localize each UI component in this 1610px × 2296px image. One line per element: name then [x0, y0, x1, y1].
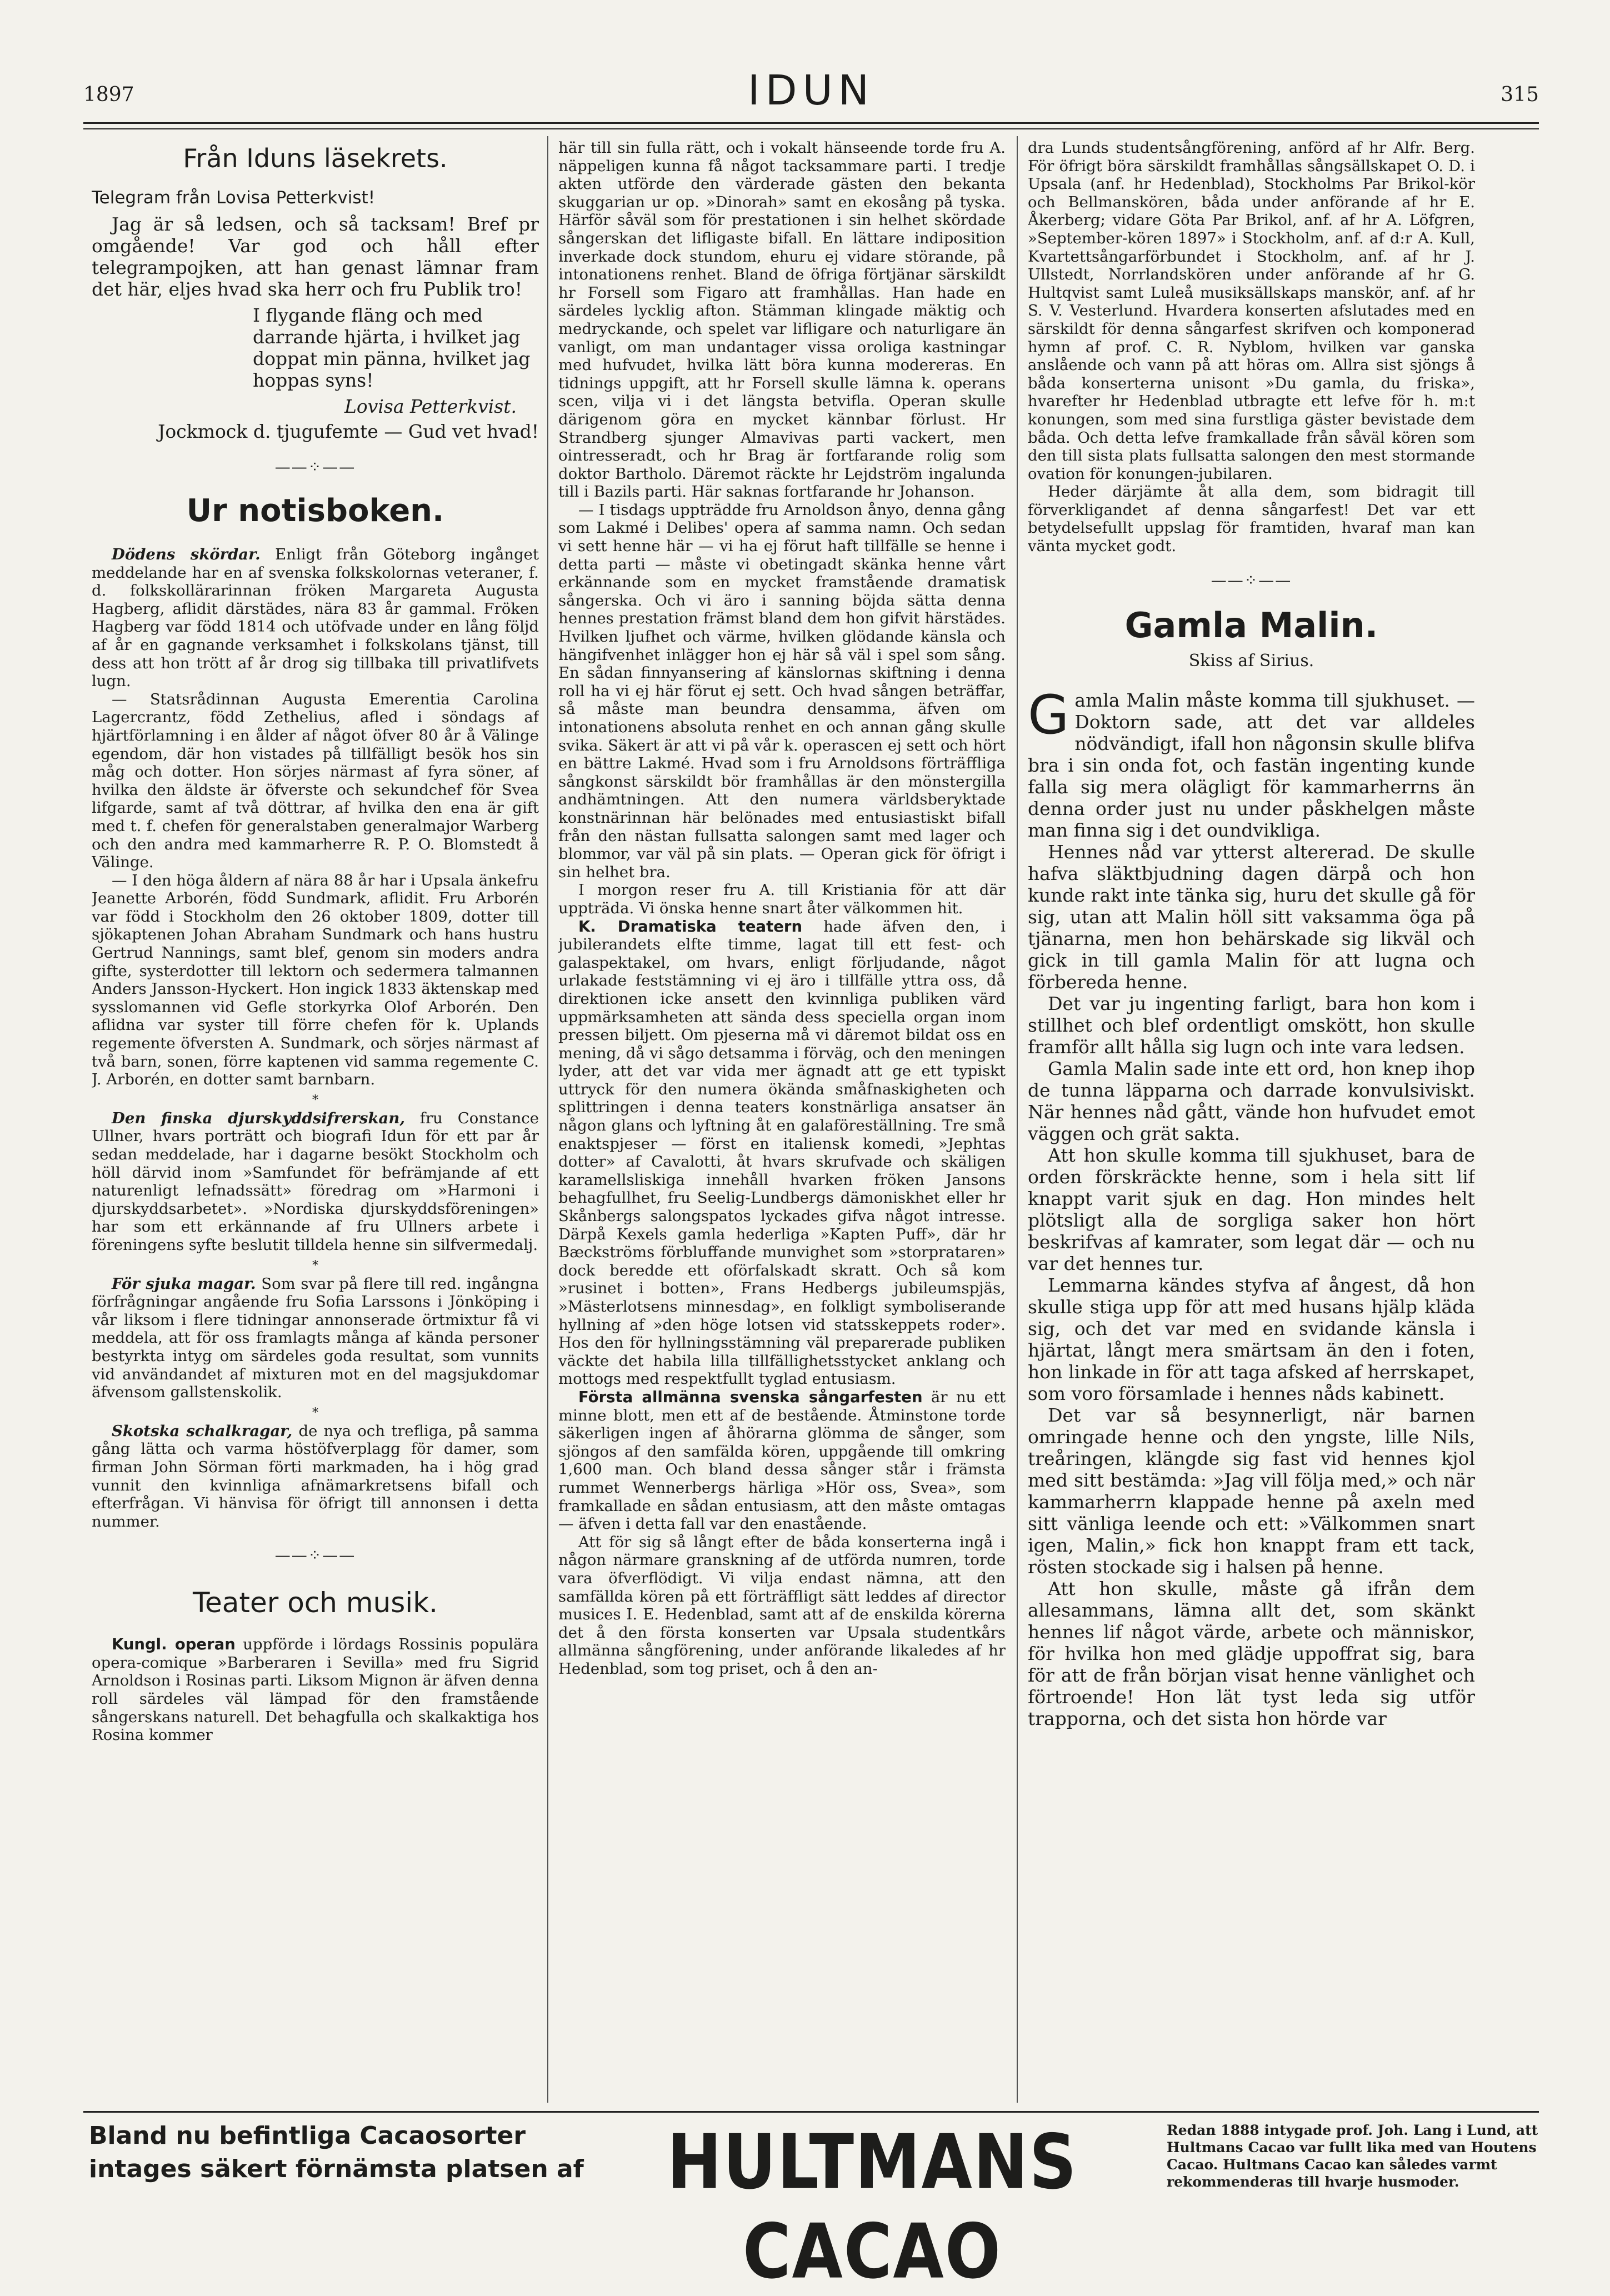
notice-title: Den finska djurskyddsifrerskan, [112, 1109, 405, 1127]
review-paragraph: Att för sig så långt efter de båda konserterna ingå i någon närmare granskning af de utförda numren, torde vara öfverflödigt. Vi vilja endast nämna, att den samfällda kören på ett förträffligt sätt leddes af director musices I. E. Hedenblad, samt att af de enskilda körerna det å den första konserten var Upsala studentkårs allmänna sångförening, under anförande likaledes af hr Hedenblad, som tog priset, och å den an- [558, 1533, 1006, 1678]
story-paragraph: Hennes nåd var ytterst altererad. De skulle hafva släktbjudning dagen därpå och hon kunde rakt inte tänka sig, huru det skulle gå för sig, utan att Malin höll sitt vaksamma öga på tjänarna, men hon behärskade sig likväl och gick in till gamla Malin för att lugna och förbereda henne. [1028, 841, 1475, 993]
notice-text: Enligt från Göteborg ingånget meddelande har en af svenska folkskolornas veteraner, f. d. folkskollärarinnan fröken Margareta Augusta Hagberg, aflidit därstädes, nära 83 år gammal. Fröken Hagberg var född 1814 och utöfvade under en lång följd af år en gagnande verksamhet i folkskolans tjänst, till dess att hon trött af år drog sig tillbaka till privatlifvets lugn. [92, 546, 539, 691]
run-in-lead: K. Dramatiska teatern [578, 917, 803, 936]
telegram-title: Telegram från Lovisa Petterkvist! [92, 188, 376, 208]
star-separator: * [312, 1258, 318, 1273]
star-separator: * [312, 1405, 318, 1420]
ad-brand-name: HULTMANS CACAO [667, 2118, 1078, 2295]
dramatiska-paragraph [558, 918, 1006, 1388]
run-in-lead: Första allmänna svenska sångarfesten [578, 1388, 923, 1406]
teater-paragraph [92, 1635, 539, 1744]
column-middle [558, 139, 1006, 2100]
page-number: 315 [1501, 83, 1539, 106]
story-paragraph [1028, 683, 1475, 841]
notice-schalkragar [92, 1422, 539, 1531]
review-paragraph: dra Lunds studentsångförening, anförd af hr Alfr. Berg. För öfrigt böra särskildt framhållas sångsällskapet O. D. i Upsala (anf. hr Hedenblad), Stockholms Par Brikol-kör och Bellmanskören, båda under anförande af hr E. Åkerberg; vidare Göta Par Brikol, anf. af hr A. Löfgren, »September-kören 1897» i Stockholm, anf. af d:r A. Kull, Kvartettsångarförbundet i Stockholm, anf. af hr J. Ullstedt, Norrlandskören under anförande af hr G. Hultqvist samt Luleå musiksällskaps manskör, anf. af hr S. V. Vesterlund. Hvardera konserten afslutades med en särskildt för denna sångarfest skrifven och komponerad hymn af prof. C. R. Nyblom, hvilken var ganska anslående och vann på att höras om. Allra sist sjöngs å båda konserterna unisont »Du gamla, du friska», hvarefter hr Hedenblad utbragte ett lefve för h. m:t konungen, som med sina furstliga gäster bevistade dem båda. Och detta lefve framkallade från såväl kören som den till sista plats fullsatta salongen den mest stormande ovation för konungen-jubilaren. [1028, 139, 1475, 483]
issue-year: 1897 [83, 83, 134, 106]
paragraph-text: amla Malin måste komma till sjukhuset. — Doktorn sade, att det var alldeles nödvändigt, ifall hon någonsin skulle blifva bra i sin onda fot, och fastän ingenting kunde falla sig mera olägligt för kammarherrns än denna order just nu under påskhelgen måste man finna sig i det oundvikliga. [1028, 689, 1475, 841]
ornament-divider: ——⁘—— [274, 458, 356, 476]
story-paragraph: Det var ju ingenting farligt, bara hon kom i stillhet och blef ordentligt omskött, hon skulle framför allt hålla sig lugn och inte vara ledsen. [1028, 992, 1475, 1058]
notice-paragraph: — Statsrådinnan Augusta Emerentia Carolina Lagercrantz, född Zethelius, afled i söndags af hjärtförlamning i en ålder af något öfver 80 år å Välinge egendom, där hon vistades på tillfälligt besök hos sin måg och dotter. Hon sörjes närmast af fyra söner, af hvilka den äldste är öfverste och sekundchef för Svea lifgarde, samt af två döttrar, af hvilka den ena är gift med t. f. chefen för generalstaben generalmajor Warberg och den andra med kammarherre R. P. O. Blomstedt å Välinge. [92, 690, 539, 872]
ad-tagline-line: Bland nu befintliga Cacaosorter [89, 2122, 526, 2150]
review-paragraph: här till sin fulla rätt, och i vokalt hänseende torde fru A. näppeligen kunna få något tacksammare parti. I tredje akten utförde den värderade gästen den bekanta skuggarian ur op. »Dinorah» samt en ekosång på tyska. Härför såväl som för prestationen i sin helhet skördade sångerskan det lifligaste bifall. En lättare indiposition inverkade dock stundom, ehuru ej vidare störande, på intonationens renhet. Bland de öfriga förtjänar särskildt hr Forsell som Figaro att framhållas. Han hade en särdeles lycklig afton. Stämman klingade mäktig och medryckande, och spelet var lifligare och naturligare än vanligt, om man undantager vissa oroliga kastningar med hufvudet, hvilka lätt böra kunna modereras. En tidnings uppgift, att hr Forsell skulle lämna k. operans scen, vilja vi i det längsta betvifla. Operan skulle därigenom göra en mycket kännbar förlust. Hr Strandberg sjunger Almavivas parti vackert, men ointresseradt, och hr Brag är fortfarande rolig som doktor Bartholo. Däremot räckte hr Lejdström ingalunda till i Bazils parti. Här saknas fortfarande hr Johanson. [558, 139, 1006, 501]
telegram-place-date: Jockmock d. tjugufemte — Gud vet hvad! [158, 421, 539, 442]
column-left [92, 139, 539, 2100]
notice-text: fru Constance Ullner, hvars porträtt och biografi Idun för ett par år sedan meddelade, har i dagarne besökt Stockholm och höll därvid inom »Samfundet för befrämjande af ett naturenligt lefnadssätt» föredrag om »Harmoni i djurskyddsarbetet». »Nordiska djurskyddsföreningen» har som ett erkännande af fru Ullners arbete i föreningens syfte beslutit tilldela henne sin silfvermedalj. [92, 1109, 539, 1254]
story-paragraph: Gamla Malin sade inte ett ord, hon knep ihop de tunna läpparna och darrade konvulsiviskt. När hennes nåd gått, vände hon hufvudet emot väggen och grät sakta. [1028, 1057, 1475, 1144]
section-heading-notisboken: Ur notisboken. [186, 493, 444, 529]
telegram-poem: I flygande fläng och med darrande hjärta, i hvilket jag doppat min pänna, hvilket jag hoppas syns! [253, 304, 531, 391]
notice-djurskydd [92, 1109, 539, 1254]
story-paragraph: Det var så besynnerligt, när barnen omringade henne och den yngste, lille Nils, treåringen, klängde sig fast vid hennes kjol med sitt bestämda: »Jag vill följa med,» och när kammarherrn klappade henne på axeln med sitt vänliga leende och ett: »Välkommen snart igen, Malin,» fick hon knappt fram ett tack, rösten stockade sig i halsen på henne. [1028, 1404, 1475, 1578]
notice-title: Dödens skördar. [112, 546, 261, 563]
advertisement-banner [83, 2111, 1539, 2295]
newspaper-title: IDUN [747, 67, 875, 114]
section-heading-teater: Teater och musik. [192, 1587, 438, 1619]
column-right [1028, 139, 1475, 2100]
column-divider [547, 136, 548, 2103]
ad-testimonial: Redan 1888 intygade prof. Joh. Lang i Lund, att Hultmans Cacao var fullt lika med van Houtens Cacao. Hultmans Cacao kan således varmt rekommenderas till hvarje husmoder. [1167, 2122, 1538, 2190]
masthead-rule [83, 122, 1539, 129]
story-paragraph: Att hon skulle komma till sjukhuset, bara de orden förskräckte henne, som i hela sitt lif knappt varit sjuk en dag. Hon mindes helt plötsligt alla de sorgliga saker hon hört beskrifvas af kamrater, som legat där — och nu var det hennes tur. [1028, 1144, 1475, 1274]
section-heading-lasekrets: Från Iduns läsekrets. [183, 143, 448, 173]
story-title: Gamla Malin. [1124, 604, 1378, 646]
story-subtitle: Skiss af Sirius. [1188, 651, 1314, 671]
teater-text: uppförde i lördags Rossinis populära opera-comique »Barberaren i Sevilla» med fru Sigrid Arnoldson i Rosinas parti. Liksom Mignon är äfven denna roll särdeles väl lämpad för den framstående sångerskans naturell. Det behagfulla och skalkaktiga hos Rosina kommer [92, 1635, 539, 1744]
telegram-signature: Lovisa Petterkvist. [344, 396, 517, 417]
paragraph-text: hade äfven den, i jubilerandets elfte timme, lagat till ett fest- och galaspektakel, om hvars, enligt förljudande, något urlakade feststämning vi ej äro i tillfälle yttra oss, då direktionen icke ansett den kvinnliga publiken värd uppmärksamheten att sända dess speciella organ inom pressen biljett. Om pjeserna må vi däremot bildat oss en mening, då vi sågo detsamma i förväg, och den meningen lyder, att det var vida mer ägnadt att ge ett typiskt uttryck för den numera ökända småfnaskigheten och splittringen i denna teaters konstnärliga ansatser än någon glans och lyftning åt en galaföreställning. Tre små enaktspjeser — först en italiensk komedi, »Jephtas dotter» af Cavalotti, åt hvars skrufvade och skäligen karamellsliskiga innehåll hvarken fröken Jansons behagfullhet, fru Seelig-Lundbergs dämoniskhet eller hr Skånbergs salongspatos lyckades gifva något intresse. Därpå Kexels gamla hederliga »Kapten Puff», där hr Bæckströms förbluffande munvighet som »storprataren» dock beredde ett oförfalskadt skratt. Och så kom »rusinet i botten», Frans Hedbergs jubileumspjäs, »Mästerlotsens minnesdag», en folkligt symboliserande hyllning af »den höge lotsen vid statsskeppets roder». Hos den för hyllningsstämning väl preparerade publiken väckte det habila lilla tillfällighetsstycket anklang och mottogs med respektfullt tyglad entusiasm. [558, 917, 1006, 1388]
telegram-text: Jag är så ledsen, och så tacksam! Bref pr omgående! Var god och håll efter telegrampojken, att han genast lämnar fram det här, eljes hvad ska herr och fru Publik tro! [92, 213, 539, 300]
masthead [83, 67, 1539, 128]
review-paragraph: — I tisdags uppträdde fru Arnoldson ånyo, denna gång som Lakmé i Delibes' opera af samma namn. Och sedan vi sett henne här — vi ha ej förut haft tillfälle se henne i detta parti — måste vi obetingadt skänka henne vårt erkännande som en mycket framstående dramatisk sångerska. Och vi äro i sanning böjda sätta denna hennes prestation främst bland dem hon gifvit härstädes. Hvilken ljufhet och värme, hvilken glödande känsla och hängifvenhet inlägger hon ej här så väl i spel som sång. En sådan finnyansering af känslornas skiftning i denna roll ha vi ej här förut ej sett. Och hvad sången beträffar, så måste man beundra densamma, äfven om intonationens absoluta renhet en och annan gång skulle svika. Säkert är att vi på vår k. operascen ej sett och hört en bättre Lakmé. Hvad som i fru Arnoldsons förträffliga sångkonst särskildt bör framhållas är den mönstergilla andhämtningen. Att den numera världsberyktade konstnärinnan här belönades med entusiastiskt bifall från den nästan fullsatta salongen samt med lager och blommor, var väl på sin plats. — Operan gick för öfrigt i sin helhet bra. [558, 501, 1006, 881]
drop-cap: G [1028, 683, 1069, 746]
notice-title: För sjuka magar. [112, 1274, 256, 1293]
notice-text: de nya och trefliga, på samma gång lätta och varma höstöfverplagg för damer, som firman John Sörman förti markmaden, ha i hög grad vunnit den kvinnliga afnämarkretsens bifall och efterfrågan. Vi hänvisa för öfrigt till annonsen i detta nummer. [92, 1422, 539, 1530]
ornament-divider: ——⁘—— [1211, 571, 1292, 589]
ad-tagline [89, 2119, 584, 2186]
story-paragraph: Lemmarna kändes styfva af ångest, då hon skulle stiga upp för att med husans hjälp kläda sig, och det var med en svidande känsla i hjärtat, långt mera smärtsam än den i foten, hon linkade in för att taga afsked af herrskapet, som voro församlade i hennes nåds kabinett. [1028, 1274, 1475, 1404]
star-separator: * [312, 1093, 318, 1107]
notice-sjuka-magar [92, 1275, 539, 1402]
ad-tagline-line: intages säkert förnämsta platsen af [89, 2155, 584, 2183]
review-paragraph: Heder därjämte åt alla dem, som bidragit till förverkligandet af denna sångarfest! Det var ett betydelsefullt uppslag för framtiden, hvaraf man kan vänta mycket godt. [1028, 483, 1475, 556]
notice-dodens-skordar [92, 546, 539, 691]
column-divider [1017, 136, 1018, 2103]
review-paragraph: I morgon reser fru A. till Kristiania för att där uppträda. Vi önska henne snart åter välkommen hit. [558, 881, 1006, 917]
notice-paragraph: — I den höga åldern af nära 88 år har i Upsala änkefru Jeanette Arborén, född Sundmark, aflidit. Fru Arborén var född i Stockholm den 26 oktober 1809, dotter till sjökaptenen Johan Abraham Sundmark och hans hustru Gertrud Nannings, samt blef, genom sin moders andra gifte, systerdotter till lektorn och sedermera talmannen Anders Jansson-Hyckert. Hon ingick 1833 äktenskap med sysslomannen vid Gefle storkyrka Olof Arborén. Den aflidna var syster till förre chefen för k. Uplands regemente öfversten A. Sundmark, och sörjes närmast af två barn, sonen, förre kaptenen vid samma regemente C. J. Arborén, en dotter samt barnbarn. [92, 871, 539, 1089]
notice-text: Som svar på flere till red. ingångna förfrågningar angående fru Sofia Larssons i Jönköping i vår liksom i flere tidningar annonserade örtmixtur få vi meddela, att för oss framlagts många af kända personer bestyrkta intyg om särdeles goda resultat, som vunnits vid användandet af mixturen mot en del magsjukdomar äfvensom gallstenskolik. [92, 1274, 539, 1402]
notice-title: Skotska schalkragar, [112, 1422, 293, 1440]
run-in-lead: Kungl. operan [112, 1635, 236, 1654]
story-paragraph: Att hon skulle, måste gå ifrån dem allesammans, lämna allt det, som skänkt hennes lif något värde, arbete och människor, för hvilka hon med glädje uppoffrat sig, bara för att de från början visat henne vänlighet och förtroende! Hon lät tyst leda sig utför trapporna, och det sista hon hörde var [1028, 1577, 1475, 1729]
sangarfest-paragraph [558, 1388, 1006, 1533]
paragraph-text: är nu ett minne blott, men ett af de bestående. Åtminstone torde säkerligen ingen af åhörarna glömma de sånger, som sjöngos af den samfälda kören, uppgående till omkring 1,600 man. Och bland dessa sånger står i främsta rummet Wennerbergs härliga »Hör oss, Svea», som framkallade en sådan entusiasm, att den måste omtagas — äfven i detta fall var den enastående. [558, 1388, 1006, 1533]
ornament-divider: ——⁘—— [274, 1546, 356, 1565]
